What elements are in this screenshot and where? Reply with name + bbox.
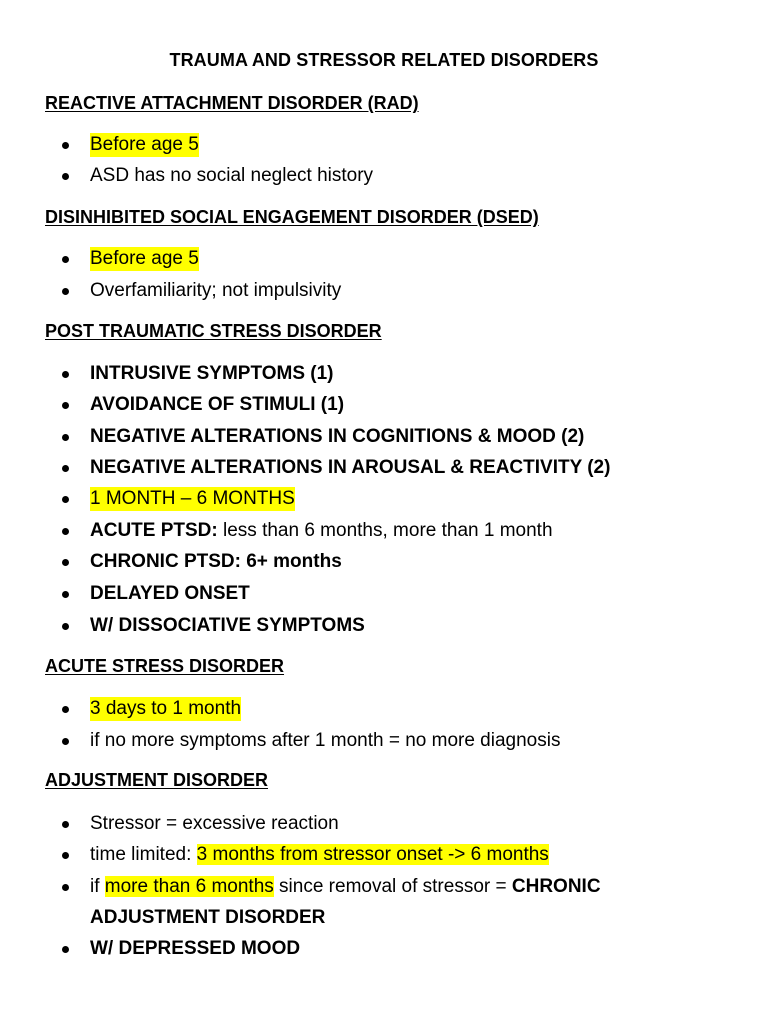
list-item-text [90, 875, 601, 899]
bullet-icon [62, 946, 69, 953]
list-item-text: if no more symptoms after 1 month = no more diagnosis [90, 730, 561, 751]
chronic-bold: CHRONIC [511, 876, 601, 897]
bullet-icon [62, 465, 69, 472]
list-item-text: ASD has no social neglect history [90, 165, 374, 186]
document-title: TRAUMA AND STRESSOR RELATED DISORDERS [169, 50, 599, 70]
list-item-text: CHRONIC PTSD: 6+ months [90, 551, 342, 572]
list-item-text: NEGATIVE ALTERATIONS IN AROUSAL & REACTIVITY (2) [90, 457, 611, 478]
list-item-text: INTRUSIVE SYMPTOMS (1) [90, 363, 334, 384]
list-item-text: 1 MONTH – 6 MONTHS [90, 488, 295, 509]
heading-adjustment: ADJUSTMENT DISORDER [45, 770, 269, 790]
list-item-text [90, 843, 549, 867]
list-item-text: NEGATIVE ALTERATIONS IN COGNITIONS & MOOD (2) [90, 426, 585, 447]
heading-ptsd: POST TRAUMATIC STRESS DISORDER [45, 321, 382, 341]
list-item-text: 3 days to 1 month [90, 698, 242, 719]
heading-acute-stress: ACUTE STRESS DISORDER [45, 656, 285, 676]
bullet-icon [62, 559, 69, 566]
list-item-text: Stressor = excessive reaction [90, 813, 339, 834]
list-item-text: DELAYED ONSET [90, 583, 250, 604]
bullet-icon [62, 528, 69, 535]
bullet-icon [62, 591, 69, 598]
bullet-icon [62, 496, 69, 503]
heading-dsed: DISINHIBITED SOCIAL ENGAGEMENT DISORDER (DSED) [45, 207, 539, 227]
bullet-icon [62, 402, 69, 409]
list-item-text: Before age 5 [90, 248, 199, 269]
bullet-icon [62, 288, 69, 295]
list-item-text: W/ DISSOCIATIVE SYMPTOMS [90, 615, 365, 636]
list-item-text: W/ DEPRESSED MOOD [90, 938, 301, 959]
time-limited-prefix: time limited: [90, 844, 197, 865]
bullet-icon [62, 142, 69, 149]
chronic-prefix: if [90, 876, 105, 897]
heading-rad: REACTIVE ATTACHMENT DISORDER (RAD) [45, 93, 419, 113]
bullet-icon [62, 706, 69, 713]
bullet-icon [62, 434, 69, 441]
list-item-text: AVOIDANCE OF STIMULI (1) [90, 394, 345, 415]
list-item-text: Before age 5 [90, 134, 199, 155]
bullet-icon [62, 623, 69, 630]
acute-ptsd-label: ACUTE PTSD: [90, 520, 218, 541]
bullet-icon [62, 173, 69, 180]
list-item-text: Overfamiliarity; not impulsivity [90, 280, 342, 301]
chronic-highlight: more than 6 months [104, 876, 274, 897]
acute-ptsd-text: less than 6 months, more than 1 month [217, 520, 553, 541]
list-item-text [90, 519, 553, 543]
chronic-continuation: ADJUSTMENT DISORDER [90, 907, 326, 928]
bullet-icon [62, 256, 69, 263]
chronic-middle: since removal of stressor = [273, 876, 512, 897]
bullet-icon [62, 738, 69, 745]
bullet-icon [62, 821, 69, 828]
time-limited-highlight: 3 months from stressor onset -> 6 months [196, 844, 549, 865]
bullet-icon [62, 371, 69, 378]
bullet-icon [62, 884, 69, 891]
bullet-icon [62, 852, 69, 859]
